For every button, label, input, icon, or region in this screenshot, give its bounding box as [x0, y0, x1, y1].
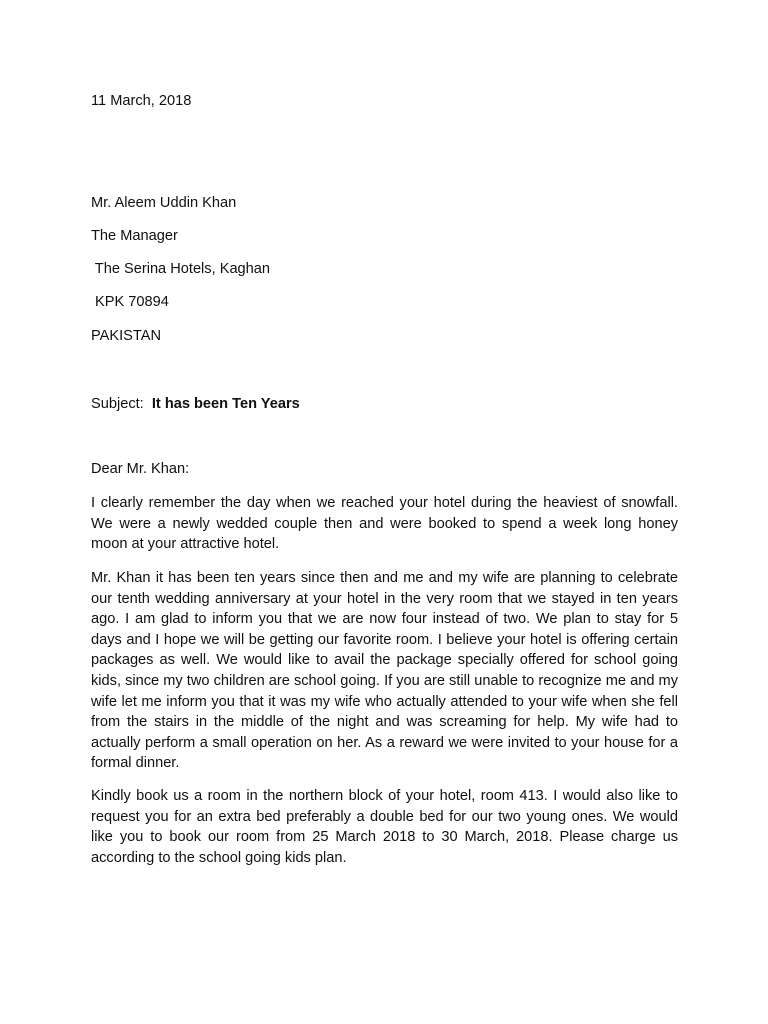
subject-line [91, 395, 300, 413]
body-paragraph-1: I clearly remember the day when we reached your hotel during the heaviest of snowfall. We were a newly wedded couple then and were booked to spend a week long honey moon at your attractive hotel. [91, 495, 678, 553]
salutation: Dear Mr. Khan: [91, 461, 190, 477]
recipient-title: The Manager [91, 228, 178, 244]
letter-date: 11 March, 2018 [91, 93, 192, 109]
recipient-postal: KPK 70894 [91, 294, 169, 310]
recipient-company: The Serina Hotels, Kaghan [91, 261, 271, 277]
recipient-name: Mr. Aleem Uddin Khan [91, 195, 237, 211]
subject-title: It has been Ten Years [151, 396, 300, 412]
body-paragraph-2: Mr. Khan it has been ten years since then and me and my wife are planning to celebrate our tenth wedding anniversary at your hotel in the very room that we stayed in ten years ago. I am glad to inform you that we are now four instead of two. We plan to stay for 5 days and I hope we will be getting our favorite room. I believe your hotel is offering certain packages as well. We would like to avail the package specially offered for school going kids, since my two children are school going. If you are still unable to recognize me and my wife let me inform you that it was my wife who actually attended to your wife when she fell from the stairs in the middle of the night and was screaming for help. My wife had to actually perform a small operation on her. As a reward we were invited to your house for a formal dinner. [91, 570, 678, 772]
body-paragraph-3: Kindly book us a room in the northern block of your hotel, room 413. I would also like to request you for an extra bed preferably a double bed for our two young ones. We would like you to book our room from 25 March 2018 to 30 March, 2018. Please charge us according to the school going kids plan. [91, 788, 678, 866]
recipient-country: PAKISTAN [91, 328, 162, 344]
subject-label: Subject: [91, 396, 152, 412]
